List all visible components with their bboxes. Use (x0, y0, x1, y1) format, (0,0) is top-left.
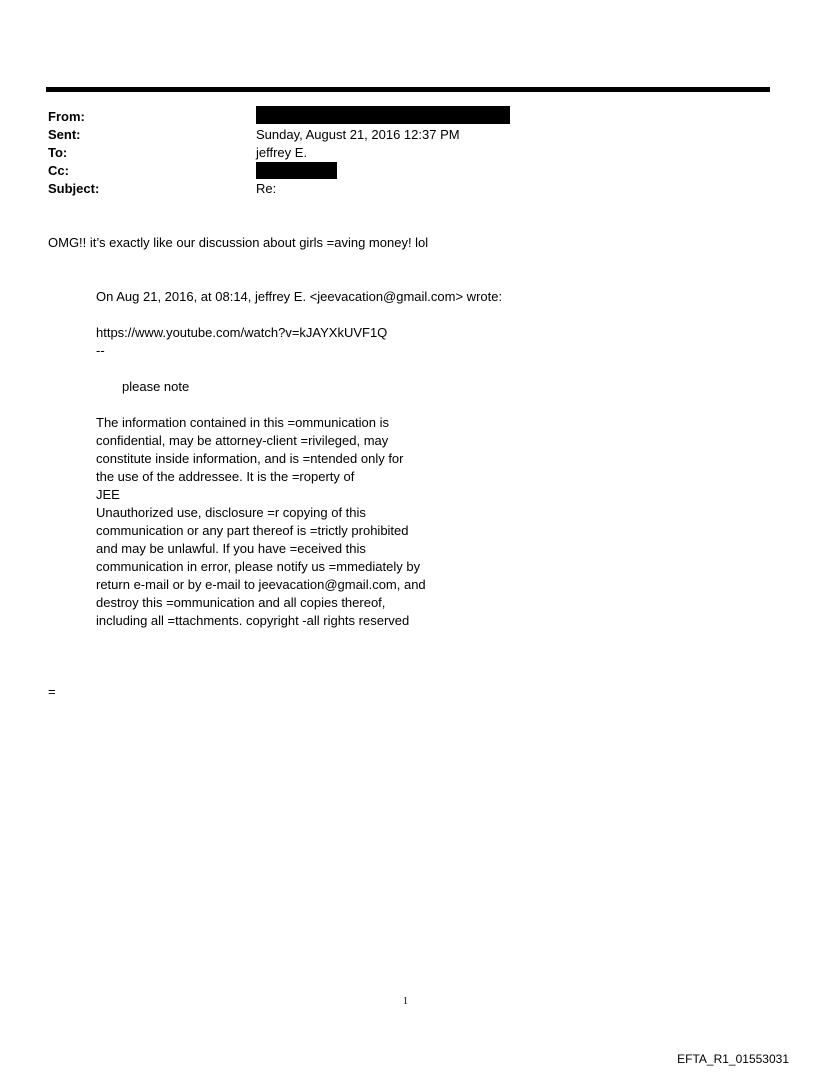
quote-header: On Aug 21, 2016, at 08:14, jeffrey E. <jeevacation@gmail.com> wrote: (96, 289, 503, 304)
disclaimer-line: communication or any part thereof is =trictly prohibited (96, 523, 409, 538)
disclaimer-line: the use of the addressee. It is the =roperty of (96, 469, 355, 484)
sent-label: Sent: (48, 127, 81, 142)
to-label: To: (48, 145, 68, 160)
disclaimer-line: JEE (96, 487, 120, 502)
to-value: jeffrey E. (256, 145, 308, 160)
sent-value: Sunday, August 21, 2016 12:37 PM (256, 127, 460, 142)
disclaimer-line: return e-mail or by e-mail to jeevacation@gmail.com, and (96, 577, 426, 592)
cc-label: Cc: (48, 163, 69, 178)
reply-text: OMG!! it’s exactly like our discussion about girls =aving money! lol (48, 235, 429, 250)
subject-label: Subject: (48, 181, 100, 196)
disclaimer-line: constitute inside information, and is =ntended only for (96, 451, 404, 466)
disclaimer-line: destroy this =ommunication and all copies thereof, (96, 595, 386, 610)
disclaimer-line: The information contained in this =ommunication is (96, 415, 390, 430)
from-redaction (256, 106, 510, 124)
cc-redaction (256, 162, 337, 179)
page-number: 1 (403, 996, 408, 1007)
please-note: please note (122, 379, 190, 394)
disclaimer-line: Unauthorized use, disclosure =r copying of this (96, 505, 366, 520)
disclaimer-line: and may be unlawful. If you have =eceived this (96, 541, 366, 556)
trailing-equals: = (48, 684, 56, 699)
disclaimer-line: confidential, may be attorney-client =rivileged, may (96, 433, 389, 448)
bates-number: EFTA_R1_01553031 (677, 1052, 789, 1066)
subject-value: Re: (256, 181, 277, 196)
disclaimer-line: communication in error, please notify us =mmediately by (96, 559, 421, 574)
disclaimer-line: including all =ttachments. copyright -all rights reserved (96, 613, 410, 628)
disclaimer-block (96, 414, 426, 630)
header-rule (46, 87, 770, 92)
from-label: From: (48, 109, 85, 124)
signature-dashes: -- (96, 343, 105, 358)
youtube-link[interactable]: https://www.youtube.com/watch?v=kJAYXkUVF1Q (96, 325, 388, 340)
